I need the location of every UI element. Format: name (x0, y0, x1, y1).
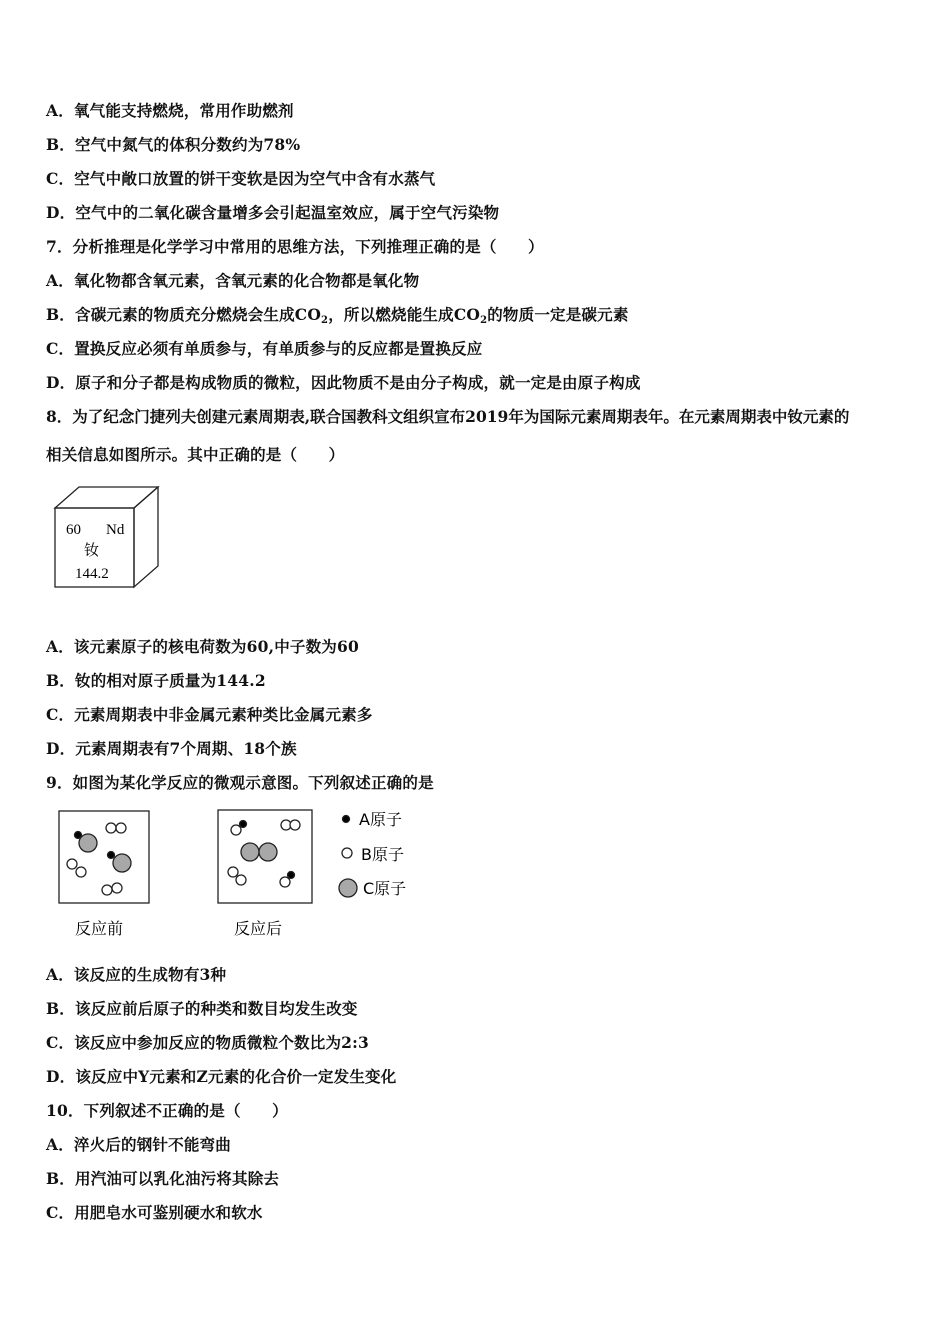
q10-option-a: A．淬火后的钢针不能弯曲 (46, 1135, 231, 1154)
legend-c-label: C原子 (363, 879, 407, 898)
legend-b-icon (342, 848, 352, 858)
q7-option-a: A．氧化物都含氧元素，含氧元素的化合物都是氧化物 (46, 271, 420, 290)
b-atom (106, 823, 116, 833)
q7-option-b-subscript-2: 2 (480, 315, 488, 326)
q8-option-d: D．元素周期表有7个周期、18个族 (46, 739, 297, 758)
cube-top-face (55, 487, 158, 508)
element-name: 钕 (84, 541, 100, 559)
q9-option-c: C．该反应中参加反应的物质微粒个数比为2:3 (46, 1033, 370, 1052)
element-atomic-number: 60 (66, 522, 81, 538)
before-label: 反应前 (75, 919, 124, 938)
q8-option-c: C．元素周期表中非金属元素种类比金属元素多 (46, 705, 373, 724)
q8-option-a: A．该元素原子的核电荷数为60,中子数为60 (46, 637, 359, 656)
b-atom (231, 825, 241, 835)
a-atom (288, 872, 295, 879)
after-label: 反应后 (234, 919, 283, 938)
reaction-diagram (56, 806, 426, 940)
b-atom (280, 877, 290, 887)
element-atomic-mass: 144.2 (75, 566, 109, 582)
q6-option-c: C．空气中敞口放置的饼干变软是因为空气中含有水蒸气 (46, 169, 436, 188)
a-atom (108, 852, 115, 859)
q9-option-b: B．该反应前后原子的种类和数目均发生改变 (46, 999, 358, 1018)
q6-option-a: A．氧气能支持燃烧，常用作助燃剂 (46, 101, 294, 120)
q7-option-b-part2: ，所以燃烧能生成CO (328, 305, 481, 324)
cube-side-face (134, 487, 158, 587)
q8-stem-line2: 相关信息如图所示。其中正确的是（ ） (46, 445, 345, 464)
q7-option-b-subscript-1: 2 (321, 315, 329, 326)
q7-option-b-part3: 的物质一定是碳元素 (487, 305, 629, 324)
b-atom (67, 859, 77, 869)
legend-b-label: B原子 (361, 845, 404, 864)
a-atom (75, 832, 82, 839)
c-atom (259, 843, 277, 861)
b-atom (290, 820, 300, 830)
q9-stem: 9．如图为某化学反应的微观示意图。下列叙述正确的是 (46, 773, 434, 792)
q9-option-a: A．该反应的生成物有3种 (46, 965, 227, 984)
q10-option-c: C．用肥皂水可鉴别硬水和软水 (46, 1203, 263, 1222)
b-atom (102, 885, 112, 895)
legend-a-label: A原子 (359, 810, 402, 829)
q6-option-b: B．空气中氮气的体积分数约为78% (46, 135, 301, 154)
q7-option-b-part1: B．含碳元素的物质充分燃烧会生成CO (46, 305, 322, 324)
b-atom (236, 875, 246, 885)
c-atom (241, 843, 259, 861)
q10-stem: 10．下列叙述不正确的是（ ） (46, 1101, 288, 1120)
q10-option-b: B．用汽油可以乳化油污将其除去 (46, 1169, 280, 1188)
q8-stem-line1: 8．为了纪念门捷列夫创建元素周期表,联合国教科文组织宣布2019年为国际元素周期表年。在元素周期表中钕元素的 (46, 407, 850, 426)
b-atom (116, 823, 126, 833)
legend-a-icon (343, 816, 350, 823)
q7-stem: 7．分析推理是化学学习中常用的思维方法，下列推理正确的是（ ） (46, 237, 544, 256)
q8-option-b: B．钕的相对原子质量为144.2 (46, 671, 266, 690)
q7-option-b (46, 305, 629, 328)
b-atom (76, 867, 86, 877)
q7-option-d: D．原子和分子都是构成物质的微粒，因此物质不是由分子构成，就一定是由原子构成 (46, 373, 641, 392)
b-atom (228, 867, 238, 877)
q9-option-d: D．该反应中Y元素和Z元素的化合价一定发生变化 (46, 1067, 397, 1086)
element-symbol: Nd (106, 522, 125, 538)
q7-option-c: C．置换反应必须有单质参与，有单质参与的反应都是置换反应 (46, 339, 483, 358)
b-atom (112, 883, 122, 893)
legend-c-icon (339, 879, 357, 897)
q6-option-d: D．空气中的二氧化碳含量增多会引起温室效应，属于空气污染物 (46, 203, 500, 222)
a-atom (240, 821, 247, 828)
element-cell-figure (53, 486, 163, 592)
c-atom (113, 854, 131, 872)
